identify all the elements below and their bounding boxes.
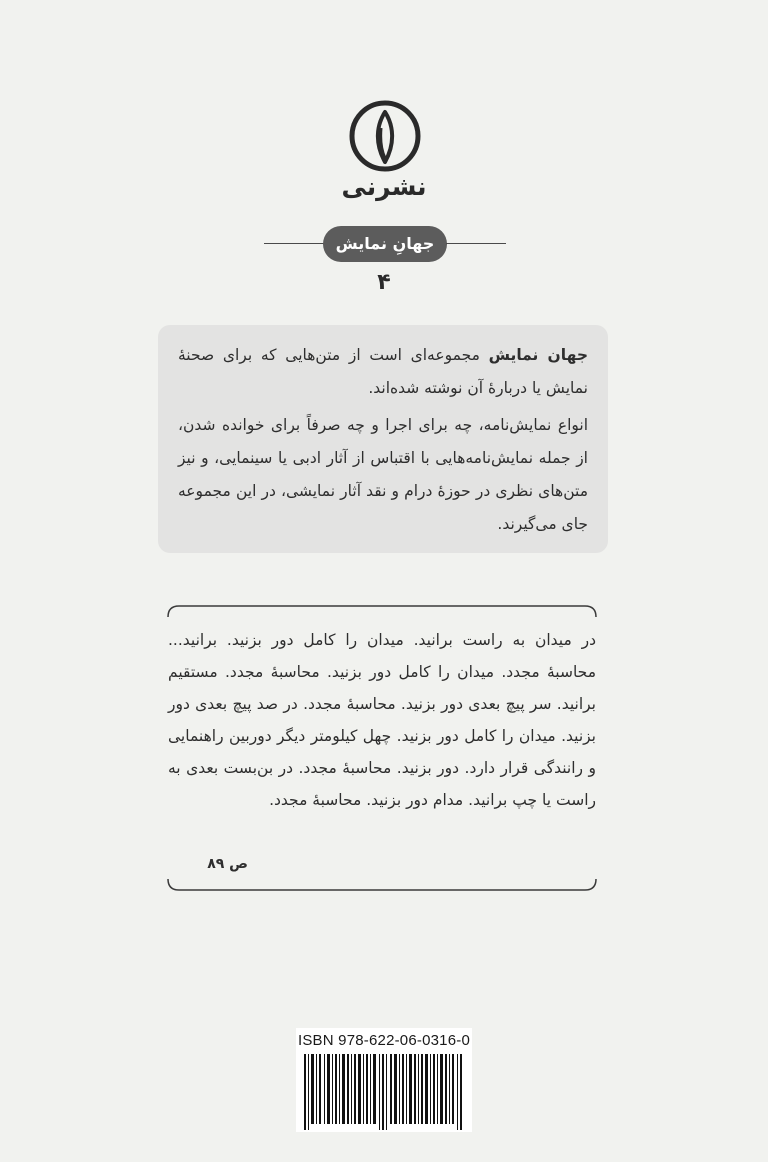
series-description-title: جهان نمایش xyxy=(488,346,588,364)
publisher-logo-icon xyxy=(347,98,423,178)
series-name-badge: جهانِ نمایش xyxy=(323,226,447,262)
barcode-area xyxy=(296,1028,472,1132)
series-description-part1: مجموعه‌ای است از متن‌هایی که برای صحنهٔ نمایش یا دربارهٔ آن نوشته شده‌اند. xyxy=(178,346,588,397)
series-divider-left xyxy=(264,243,324,244)
excerpt-page-reference: ص ۸۹ xyxy=(207,856,248,872)
series-description xyxy=(178,339,588,541)
series-divider-right xyxy=(446,243,506,244)
isbn-number: ISBN 978-622-06-0316-0 xyxy=(297,1032,470,1049)
barcode-icon xyxy=(302,1054,466,1130)
book-excerpt-text: در میدان به راست برانید. میدان را کامل دور بزنید. برانید... محاسبهٔ مجدد. میدان را کامل دور بزنید. محاسبهٔ مجدد. مستقیم برانید. سر پیچ بعدی دور بزنید. محاسبهٔ مجدد. در صد پیچ بعدی دور بزنید. میدان را کامل دور بزنید. چهل کیلومتر دیگر دوربین راهنمایی و رانندگی قرار دارد. دور بزنید. محاسبهٔ مجدد. در بن‌بست بعدی به راست یا چپ برانید. مدام دور بزنید. محاسبهٔ مجدد. xyxy=(168,631,596,809)
series-description-part2: انواع نمایش‌نامه، چه برای اجرا و چه صرفاً برای خوانده شدن، از جمله نمایش‌نامه‌هایی با اقتباس از آثار ادبی یا سینمایی، و نیز متن‌های نظری در حوزهٔ درام و نقد آثار نمایشی، در این مجموعه جای می‌گیرند. xyxy=(178,416,588,533)
series-description-box xyxy=(158,325,608,553)
series-number: ۴ xyxy=(377,270,391,295)
book-excerpt xyxy=(168,624,596,816)
publisher-name: نشرنی xyxy=(341,172,427,201)
